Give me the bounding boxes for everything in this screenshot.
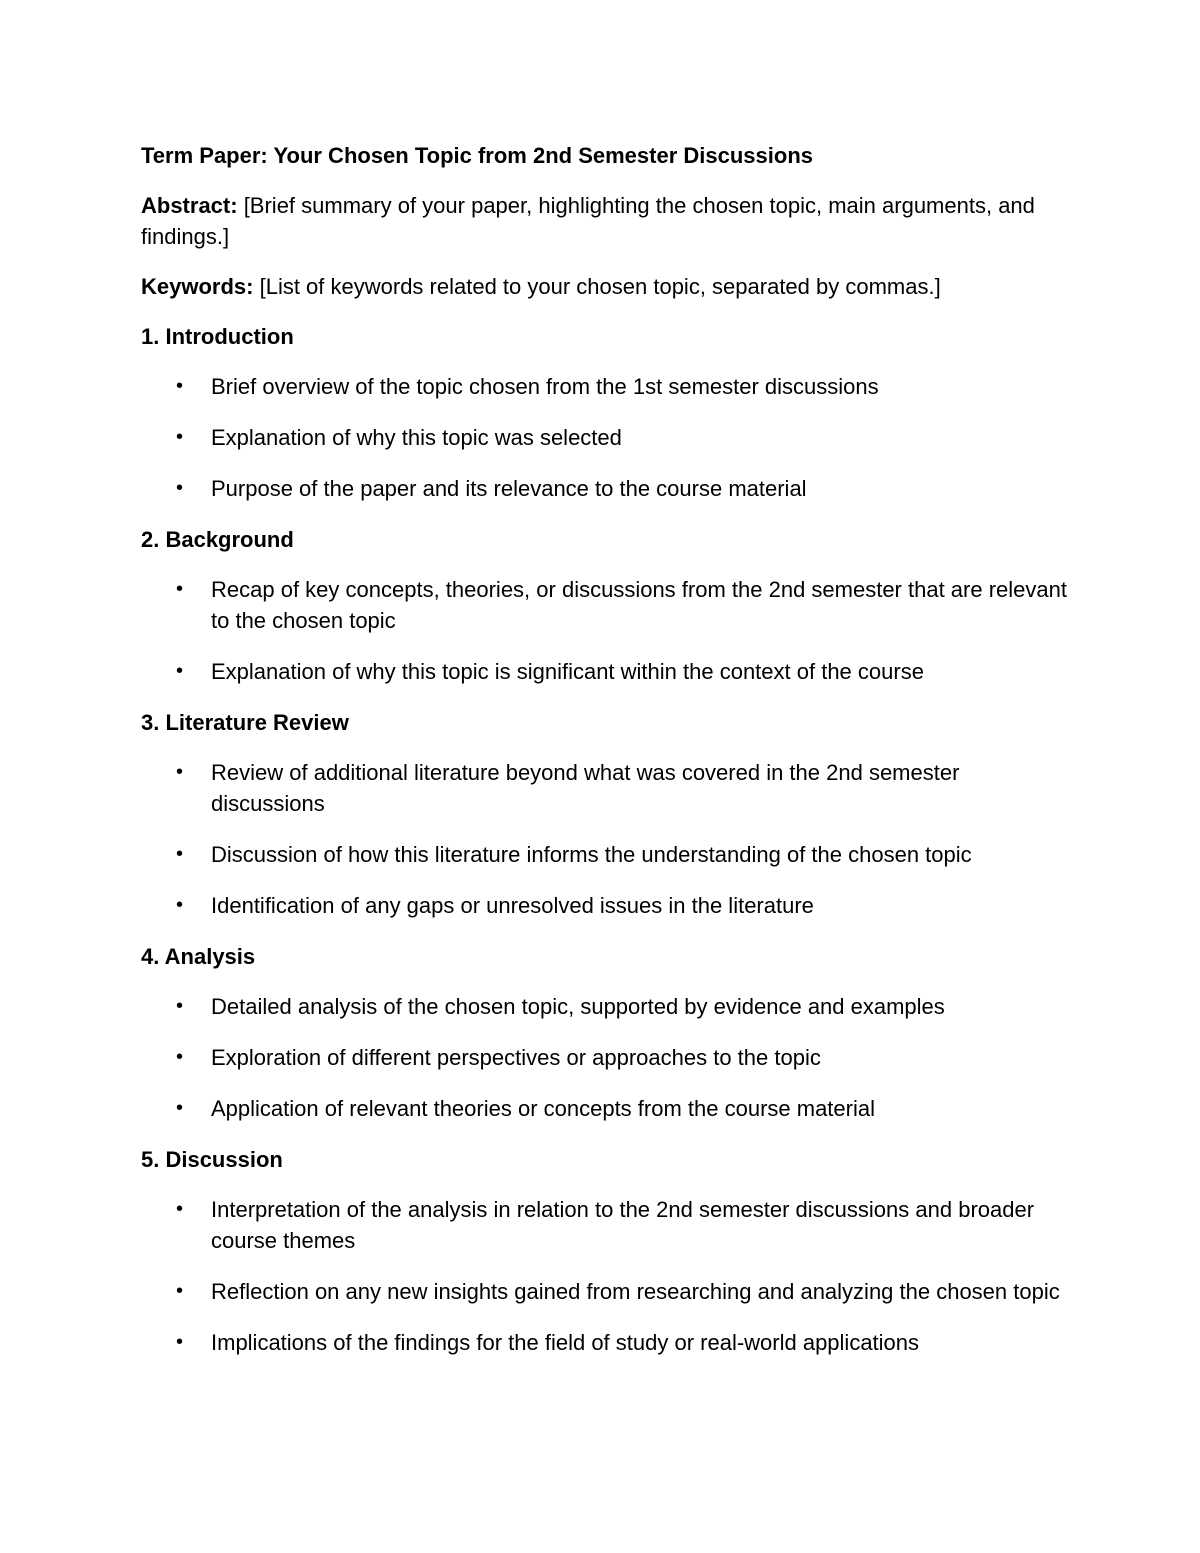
list-item-text: Reflection on any new insights gained from researching and analyzing the chosen topic bbox=[211, 1279, 1060, 1304]
section-heading: 5. Discussion bbox=[141, 1147, 283, 1172]
bullet-icon: • bbox=[176, 426, 184, 448]
bullet-icon: • bbox=[176, 761, 184, 783]
list-item bbox=[141, 1093, 1071, 1124]
bullet-list bbox=[141, 371, 1071, 504]
bullet-icon: • bbox=[176, 1198, 184, 1220]
list-item bbox=[141, 574, 1071, 636]
section-heading: 3. Literature Review bbox=[141, 710, 349, 735]
bullet-icon: • bbox=[176, 1280, 184, 1302]
section-literature-review bbox=[141, 707, 1071, 921]
list-item-text: Implications of the findings for the field of study or real-world applications bbox=[211, 1330, 920, 1355]
bullet-icon: • bbox=[176, 375, 184, 397]
list-item-text: Application of relevant theories or concepts from the course material bbox=[211, 1096, 875, 1121]
section-background bbox=[141, 524, 1071, 687]
list-item bbox=[141, 839, 1071, 870]
list-item bbox=[141, 1042, 1071, 1073]
bullet-list bbox=[141, 757, 1071, 921]
section-heading: 4. Analysis bbox=[141, 944, 256, 969]
section-analysis bbox=[141, 941, 1071, 1124]
list-item-text: Discussion of how this literature informs the understanding of the chosen topic bbox=[211, 842, 972, 867]
list-item-text: Interpretation of the analysis in relation to the 2nd semester discussions and broader course themes bbox=[211, 1197, 1035, 1253]
bullet-list bbox=[141, 574, 1071, 687]
section-introduction bbox=[141, 321, 1071, 504]
list-item bbox=[141, 1194, 1071, 1256]
bullet-icon: • bbox=[176, 1046, 184, 1068]
bullet-list bbox=[141, 1194, 1071, 1358]
list-item bbox=[141, 757, 1071, 819]
list-item-text: Brief overview of the topic chosen from the 1st semester discussions bbox=[211, 374, 879, 399]
list-item bbox=[141, 1327, 1071, 1358]
section-heading: 2. Background bbox=[141, 527, 294, 552]
document-page bbox=[141, 140, 1071, 1378]
list-item bbox=[141, 473, 1071, 504]
keywords-label: Keywords: bbox=[141, 274, 254, 299]
section-heading: 1. Introduction bbox=[141, 324, 294, 349]
abstract-label: Abstract: bbox=[141, 193, 238, 218]
list-item-text: Identification of any gaps or unresolved issues in the literature bbox=[211, 893, 814, 918]
list-item-text: Purpose of the paper and its relevance to the course material bbox=[211, 476, 807, 501]
list-item-text: Explanation of why this topic is significant within the context of the course bbox=[211, 659, 924, 684]
document-title: Term Paper: Your Chosen Topic from 2nd Semester Discussions bbox=[141, 143, 813, 168]
section-discussion bbox=[141, 1144, 1071, 1358]
abstract-text: [Brief summary of your paper, highlighting the chosen topic, main arguments, and findings.] bbox=[141, 193, 1035, 249]
bullet-icon: • bbox=[176, 995, 184, 1017]
bullet-icon: • bbox=[176, 660, 184, 682]
list-item bbox=[141, 890, 1071, 921]
bullet-icon: • bbox=[176, 477, 184, 499]
list-item bbox=[141, 991, 1071, 1022]
list-item-text: Detailed analysis of the chosen topic, supported by evidence and examples bbox=[211, 994, 945, 1019]
bullet-icon: • bbox=[176, 578, 184, 600]
keywords-text: [List of keywords related to your chosen topic, separated by commas.] bbox=[253, 274, 941, 299]
list-item bbox=[141, 1276, 1071, 1307]
list-item bbox=[141, 371, 1071, 402]
list-item-text: Explanation of why this topic was selected bbox=[211, 425, 622, 450]
list-item-text: Exploration of different perspectives or approaches to the topic bbox=[211, 1045, 821, 1070]
bullet-icon: • bbox=[176, 1097, 184, 1119]
list-item bbox=[141, 422, 1071, 453]
abstract-paragraph bbox=[141, 190, 1071, 252]
bullet-list bbox=[141, 991, 1071, 1124]
list-item bbox=[141, 656, 1071, 687]
bullet-icon: • bbox=[176, 1331, 184, 1353]
keywords-paragraph bbox=[141, 271, 1071, 302]
bullet-icon: • bbox=[176, 894, 184, 916]
bullet-icon: • bbox=[176, 843, 184, 865]
list-item-text: Review of additional literature beyond what was covered in the 2nd semester discussions bbox=[211, 760, 960, 816]
list-item-text: Recap of key concepts, theories, or discussions from the 2nd semester that are relevant to the chosen topic bbox=[211, 577, 1067, 633]
